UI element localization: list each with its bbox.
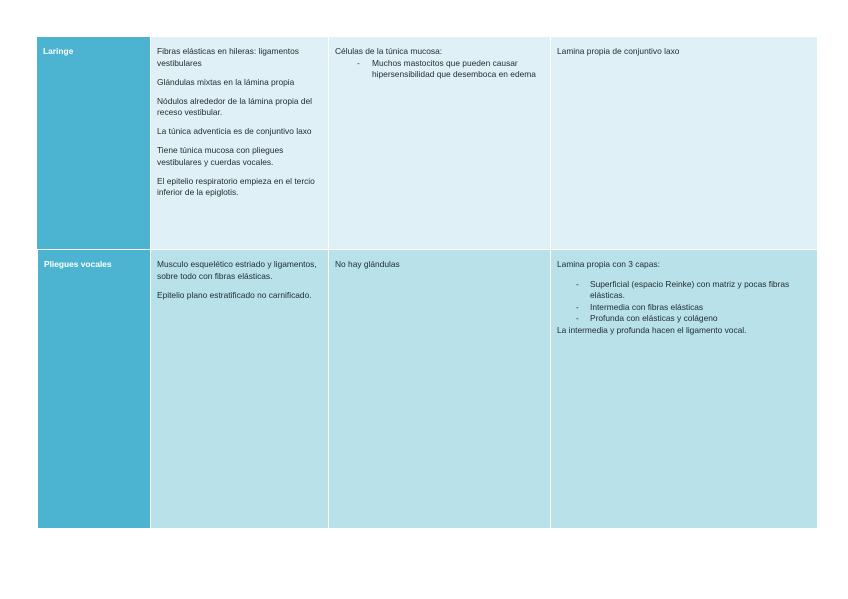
laringe-lamina-cell: Lamina propia de conjuntivo laxo (550, 37, 817, 249)
pliegues-glands-cell: No hay glándulas (328, 249, 550, 528)
laringe-feature: El epitelio respiratorio empieza en el tercio inferior de la epiglotis. (157, 175, 315, 197)
row-header-pliegues-vocales: Pliegues vocales (37, 249, 150, 528)
lamina-layer-item: - Superficial (espacio Reinke) con matriz y pocas fibras elásticas. (557, 279, 811, 302)
laringe-feature: Nódulos alrededor de la lámina propia del receso vestibular. (157, 95, 313, 117)
mucosa-intro: Células de la túnica mucosa: (335, 46, 443, 56)
histology-table (37, 37, 817, 528)
laringe-feature: Fibras elásticas en hileras: ligamentos vestibulares (157, 46, 299, 68)
pliegues-feature: Musculo esquelético estriado y ligamentos, sobre todo con fibras elásticas. (157, 259, 317, 281)
laringe-feature: Glándulas mixtas en la lámina propia (157, 76, 295, 87)
pliegues-lamina-cell (550, 249, 817, 528)
lamina-intro: Lamina propia con 3 capas: (557, 259, 660, 269)
laringe-feature: Tiene túnica mucosa con pliegues vestibulares y cuerdas vocales. (157, 145, 284, 167)
laringe-mucosa-cell (328, 37, 550, 249)
mucosa-list-item: - Muchos mastocitos que pueden causar hipersensibilidad que desemboca en edema (335, 58, 544, 81)
laringe-feature: La túnica adventicia es de conjuntivo laxo (157, 126, 312, 136)
pliegues-features-cell (150, 249, 328, 528)
mucosa-list (335, 58, 544, 81)
lamina-layer-item: - Intermedia con fibras elásticas (557, 302, 811, 314)
pliegues-feature: Epitelio plano estratificado no carnificado. (157, 289, 312, 300)
row-header-laringe: Laringe (37, 37, 150, 249)
lamina-layers-list (557, 279, 811, 325)
lamina-layer-item: - Profunda con elásticas y colágeno (557, 313, 811, 325)
lamina-outro: La intermedia y profunda hacen el ligamento vocal. (557, 324, 747, 335)
laringe-features-cell (150, 37, 328, 249)
